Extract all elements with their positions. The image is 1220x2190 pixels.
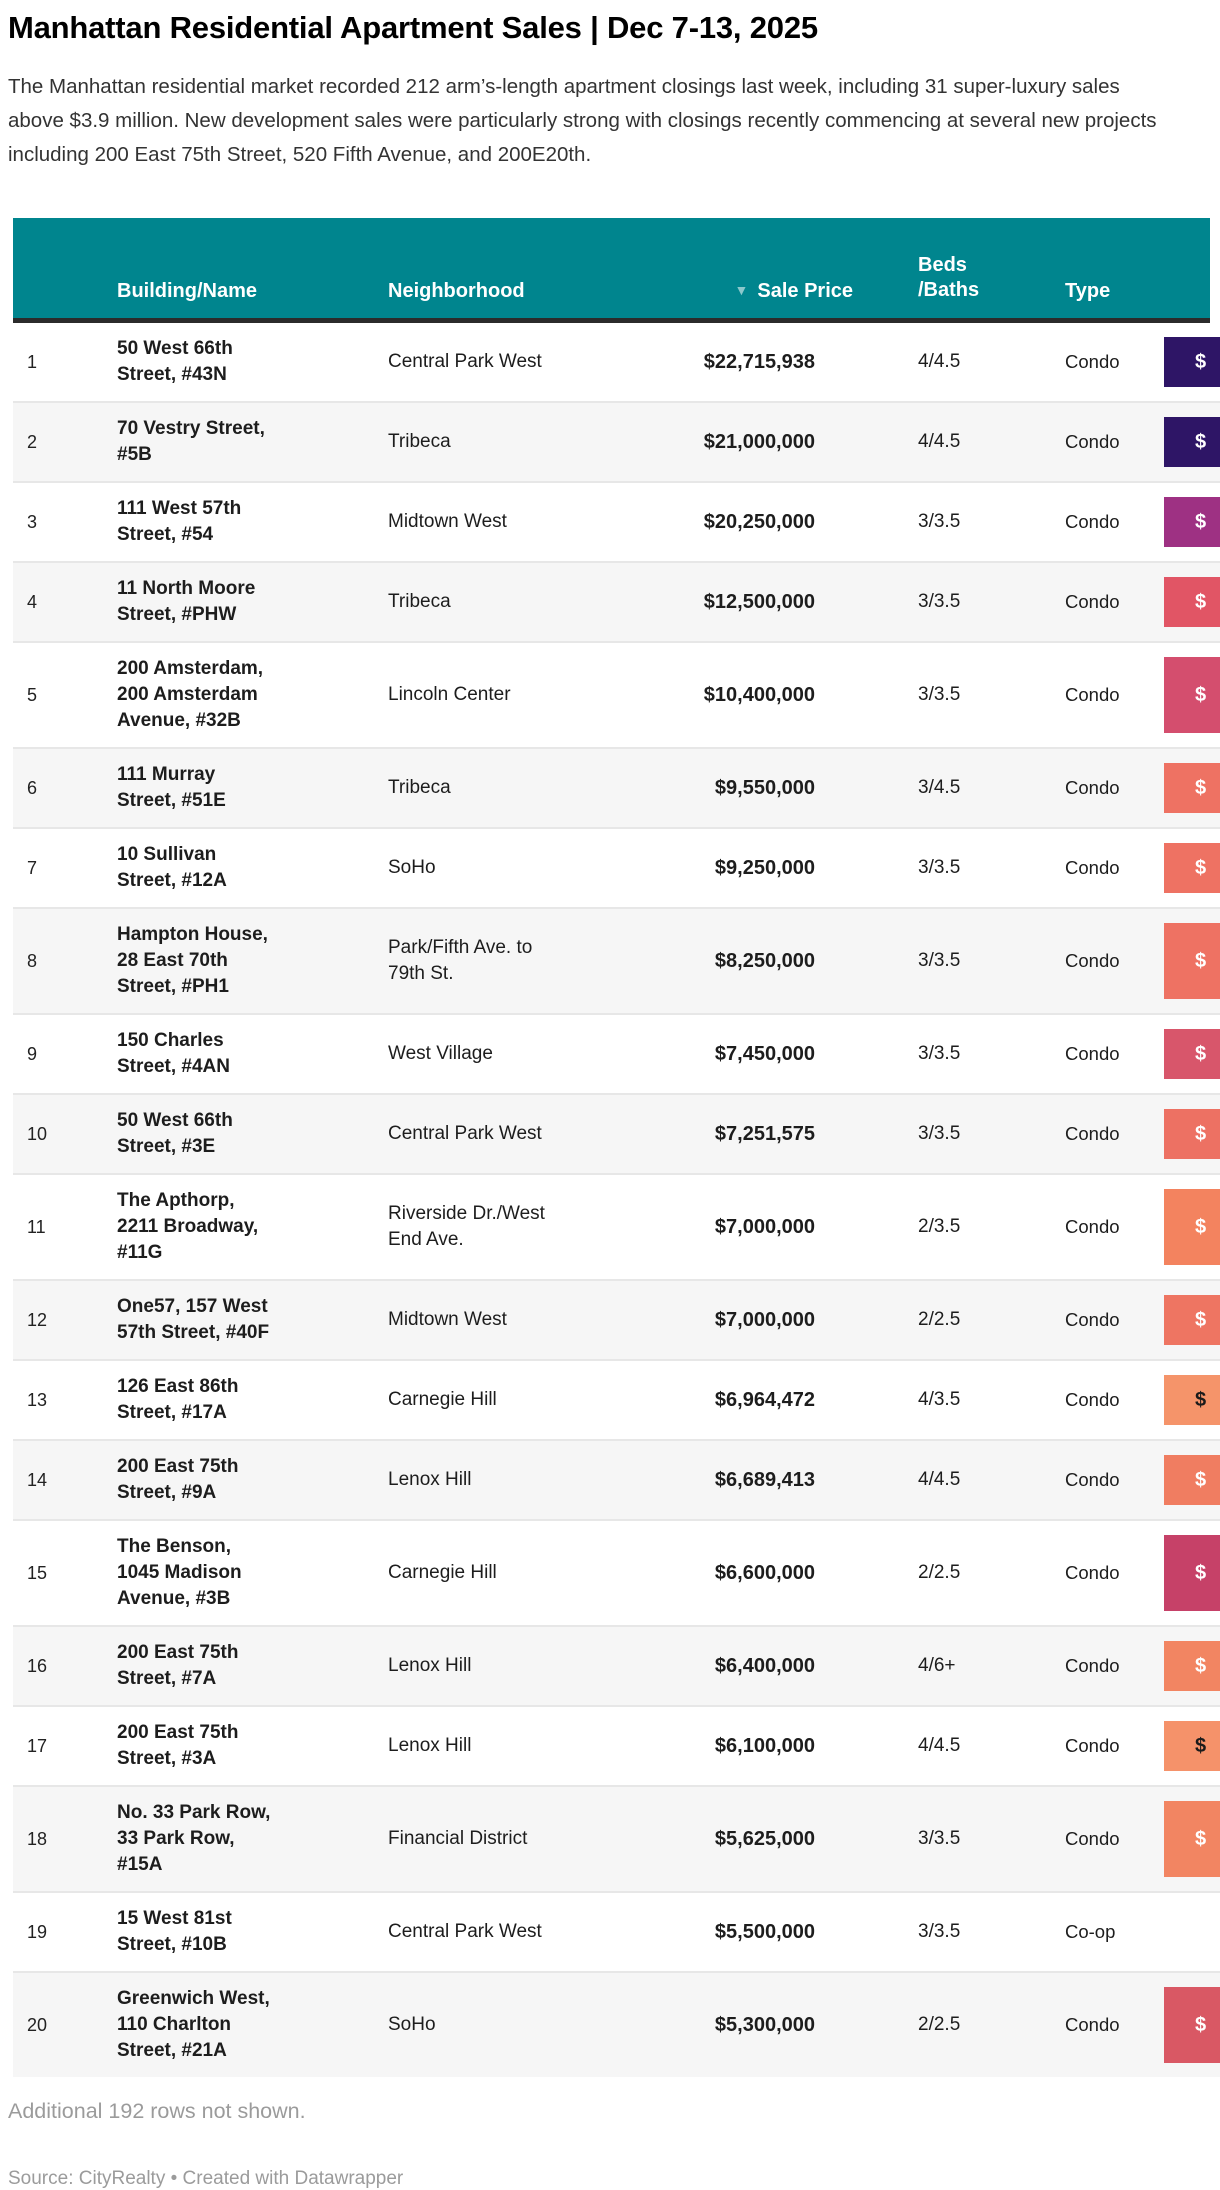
sale-price-cell: $20,250,000 — [703, 510, 815, 533]
beds-baths-cell: 4/4.5 — [918, 1469, 961, 1490]
price-per-sqft-cell — [1164, 336, 1220, 388]
rank-cell: 14 — [27, 1469, 48, 1490]
sale-price-cell: $7,251,575 — [714, 1122, 815, 1145]
type-cell: Condo — [1065, 1735, 1120, 1756]
price-per-sqft-swatch: $ — [1164, 1189, 1220, 1265]
sale-price-cell: $21,000,000 — [703, 430, 815, 453]
price-per-sqft-swatch: $ — [1164, 763, 1220, 813]
beds-baths-cell: 4/4.5 — [918, 431, 961, 452]
type-cell: Condo — [1065, 591, 1120, 612]
rank-cell: 15 — [27, 1562, 48, 1583]
beds-baths-cell: 3/4.5 — [918, 777, 961, 798]
price-per-sqft-swatch: $ — [1164, 843, 1220, 893]
rank-cell: 3 — [27, 511, 38, 532]
price-per-sqft-cell — [1164, 922, 1220, 1000]
type-cell: Condo — [1065, 857, 1120, 878]
header-beds-baths[interactable] — [855, 253, 1055, 303]
price-per-sqft-cell — [1164, 1028, 1220, 1080]
neighborhood-cell: Central Park West — [388, 351, 542, 372]
price-per-sqft-cell — [1164, 656, 1220, 734]
price-per-sqft-swatch: $ — [1164, 1535, 1220, 1611]
header-building-name[interactable]: Building/Name — [117, 280, 258, 302]
price-per-sqft-swatch: $ — [1164, 337, 1220, 387]
price-per-sqft-cell — [1164, 1454, 1220, 1506]
header-beds-line1: Beds — [918, 254, 967, 276]
building-name-cell: 11 North Moore Street, #PHW — [117, 578, 256, 625]
rank-cell: 18 — [27, 1828, 48, 1849]
table-row — [13, 1279, 1220, 1359]
table-row — [13, 827, 1220, 907]
table-row — [13, 1359, 1220, 1439]
neighborhood-cell: Carnegie Hill — [388, 1562, 497, 1583]
rank-cell: 9 — [27, 1043, 38, 1064]
beds-baths-cell: 4/6+ — [918, 1655, 956, 1676]
price-per-sqft-cell — [1164, 1986, 1220, 2064]
sale-price-cell: $7,450,000 — [714, 1042, 815, 1065]
type-cell: Condo — [1065, 1655, 1120, 1676]
neighborhood-cell: Tribeca — [388, 431, 451, 452]
sale-price-cell: $8,250,000 — [714, 949, 815, 972]
rank-cell: 11 — [27, 1216, 46, 1237]
price-per-sqft-cell — [1164, 1800, 1220, 1878]
table-row — [13, 1785, 1220, 1891]
beds-baths-cell: 3/3.5 — [918, 950, 961, 971]
rank-cell: 5 — [27, 684, 38, 705]
building-name-cell: 50 West 66th Street, #3E — [117, 1110, 233, 1157]
table-row — [13, 323, 1220, 401]
beds-baths-cell: 4/4.5 — [918, 351, 961, 372]
rank-cell: 19 — [27, 1921, 48, 1942]
description: The Manhattan residential market recorded 212 arm’s-length apartment closings last week, including 31 super-luxury sales above $3.9 million. New development sales were particularly strong with closings recently commencing at several new projects including 200 East 75th Street, 520 Fifth Avenue, and 200E20th. — [8, 75, 1157, 166]
rank-cell: 16 — [27, 1655, 48, 1676]
price-per-sqft-cell — [1164, 1720, 1220, 1772]
sale-price-cell: $6,400,000 — [714, 1654, 815, 1677]
rank-cell: 1 — [27, 351, 38, 372]
price-per-sqft-cell — [1164, 1188, 1220, 1266]
sort-desc-icon: ▼ — [734, 282, 749, 298]
sale-price-cell: $5,300,000 — [714, 2013, 815, 2036]
neighborhood-cell: Park/Fifth Ave. to 79th St. — [388, 937, 533, 984]
table-row — [13, 1705, 1220, 1785]
rank-cell: 10 — [27, 1123, 48, 1144]
sale-price-cell: $5,500,000 — [714, 1920, 815, 1943]
price-per-sqft-swatch: $ — [1164, 1721, 1220, 1771]
building-name-cell: No. 33 Park Row, 33 Park Row, #15A — [117, 1802, 271, 1875]
neighborhood-cell: Carnegie Hill — [388, 1389, 497, 1410]
page-title: Manhattan Residential Apartment Sales | Dec 7-13, 2025 — [8, 10, 818, 45]
price-per-sqft-swatch: $ — [1164, 1109, 1220, 1159]
building-name-cell: 200 East 75th Street, #3A — [117, 1722, 239, 1769]
neighborhood-cell: Central Park West — [388, 1123, 542, 1144]
beds-baths-cell: 3/3.5 — [918, 591, 961, 612]
table-row — [13, 1971, 1220, 2077]
sale-price-cell: $5,625,000 — [714, 1827, 815, 1850]
table-header-row — [13, 218, 1210, 318]
rank-cell: 13 — [27, 1389, 48, 1410]
price-per-sqft-swatch: $ — [1164, 1375, 1220, 1425]
type-cell: Condo — [1065, 1216, 1120, 1237]
price-per-sqft-cell — [1164, 1534, 1220, 1612]
building-name-cell: Hampton House, 28 East 70th Street, #PH1 — [117, 924, 268, 997]
building-name-cell: 15 West 81st Street, #10B — [117, 1908, 232, 1955]
building-name-cell: 50 West 66th Street, #43N — [117, 338, 233, 385]
beds-baths-cell: 3/3.5 — [918, 684, 961, 705]
beds-baths-cell: 2/2.5 — [918, 1562, 961, 1583]
building-name-cell: 10 Sullivan Street, #12A — [117, 844, 227, 891]
type-cell: Condo — [1065, 1562, 1120, 1583]
price-per-sqft-cell — [1164, 576, 1220, 628]
building-name-cell: 126 East 86th Street, #17A — [117, 1376, 239, 1423]
price-per-sqft-cell — [1164, 1374, 1220, 1426]
neighborhood-cell: Tribeca — [388, 591, 451, 612]
rank-cell: 17 — [27, 1735, 48, 1756]
building-name-cell: One57, 157 West 57th Street, #40F — [117, 1296, 270, 1343]
price-per-sqft-swatch: $ — [1164, 577, 1220, 627]
table-row — [13, 641, 1220, 747]
neighborhood-cell: West Village — [388, 1043, 493, 1064]
type-cell: Condo — [1065, 511, 1120, 532]
header-neighborhood[interactable]: Neighborhood — [388, 280, 525, 302]
price-per-sqft-swatch: $ — [1164, 1455, 1220, 1505]
type-cell: Condo — [1065, 1123, 1120, 1144]
building-name-cell: Greenwich West, 110 Charlton Street, #21A — [117, 1988, 270, 2061]
neighborhood-cell: Midtown West — [388, 1309, 507, 1330]
building-name-cell: 111 West 57th Street, #54 — [117, 498, 242, 545]
price-per-sqft-swatch: $ — [1164, 923, 1220, 999]
beds-baths-cell: 3/3.5 — [918, 511, 961, 532]
price-per-sqft-cell — [1164, 416, 1220, 468]
type-cell: Condo — [1065, 777, 1120, 798]
neighborhood-cell: Lincoln Center — [388, 684, 511, 705]
neighborhood-cell: SoHo — [388, 2014, 436, 2035]
table-row — [13, 747, 1220, 827]
neighborhood-cell: Midtown West — [388, 511, 507, 532]
type-cell: Condo — [1065, 1043, 1120, 1064]
sales-table — [0, 218, 1220, 2077]
type-cell: Condo — [1065, 2014, 1120, 2035]
sale-price-cell: $10,400,000 — [703, 683, 815, 706]
table-row — [13, 1173, 1220, 1279]
price-per-sqft-swatch: $ — [1164, 1295, 1220, 1345]
rank-cell: 8 — [27, 950, 38, 971]
beds-baths-cell: 2/2.5 — [918, 1309, 961, 1330]
price-per-sqft-swatch: $ — [1164, 657, 1220, 733]
type-cell: Condo — [1065, 351, 1120, 372]
rows-not-shown-note: Additional 192 rows not shown. — [8, 2099, 306, 2123]
price-per-sqft-swatch: $ — [1164, 1801, 1220, 1877]
building-name-cell: 111 Murray Street, #51E — [117, 764, 226, 811]
type-cell: Condo — [1065, 684, 1120, 705]
price-per-sqft-cell — [1164, 1640, 1220, 1692]
type-cell: Condo — [1065, 1469, 1120, 1490]
beds-baths-cell: 3/3.5 — [918, 1828, 961, 1849]
sale-price-cell: $7,000,000 — [714, 1215, 815, 1238]
table-row — [13, 907, 1220, 1013]
building-name-cell: 200 Amsterdam, 200 Amsterdam Avenue, #32B — [117, 658, 264, 731]
rank-cell: 2 — [27, 431, 38, 452]
type-cell: Condo — [1065, 1309, 1120, 1330]
sale-price-cell: $7,000,000 — [714, 1308, 815, 1331]
building-name-cell: The Apthorp, 2211 Broadway, #11G — [117, 1190, 259, 1263]
table-row — [13, 1891, 1220, 1971]
neighborhood-cell: Lenox Hill — [388, 1655, 472, 1676]
type-cell: Co-op — [1065, 1921, 1116, 1942]
table-body — [13, 323, 1220, 2077]
price-per-sqft-cell — [1164, 842, 1220, 894]
price-per-sqft-cell — [1164, 496, 1220, 548]
price-per-sqft-swatch: $ — [1164, 1029, 1220, 1079]
beds-baths-cell: 3/3.5 — [918, 1921, 961, 1942]
neighborhood-cell: Financial District — [388, 1828, 528, 1849]
sale-price-cell: $6,689,413 — [714, 1468, 815, 1491]
sale-price-cell: $9,550,000 — [714, 776, 815, 799]
neighborhood-cell: Riverside Dr./West End Ave. — [388, 1203, 545, 1250]
price-per-sqft-swatch: $ — [1164, 1987, 1220, 2063]
beds-baths-cell: 3/3.5 — [918, 1123, 961, 1144]
beds-baths-cell: 3/3.5 — [918, 857, 961, 878]
neighborhood-cell: Tribeca — [388, 777, 451, 798]
rank-cell: 4 — [27, 591, 38, 612]
beds-baths-cell: 3/3.5 — [918, 1043, 961, 1064]
table-row — [13, 481, 1220, 561]
price-per-sqft-swatch: $ — [1164, 497, 1220, 547]
neighborhood-cell: Lenox Hill — [388, 1469, 472, 1490]
rank-cell: 7 — [27, 857, 38, 878]
rank-cell: 20 — [27, 2014, 48, 2035]
header-beds-line2: /Baths — [918, 279, 980, 301]
type-cell: Condo — [1065, 431, 1120, 452]
rank-cell: 12 — [27, 1309, 48, 1330]
type-cell: Condo — [1065, 1828, 1120, 1849]
neighborhood-cell: Lenox Hill — [388, 1735, 472, 1756]
header-sale-price[interactable] — [645, 280, 855, 303]
table-row — [13, 1439, 1220, 1519]
beds-baths-cell: 2/3.5 — [918, 1216, 961, 1237]
price-per-sqft-swatch: $ — [1164, 417, 1220, 467]
neighborhood-cell: Central Park West — [388, 1921, 542, 1942]
building-name-cell: The Benson, 1045 Madison Avenue, #3B — [117, 1536, 242, 1609]
building-name-cell: 70 Vestry Street, #5B — [117, 418, 265, 465]
table-row — [13, 1093, 1220, 1173]
sale-price-cell: $6,100,000 — [714, 1734, 815, 1757]
building-name-cell: 200 East 75th Street, #9A — [117, 1456, 239, 1503]
sale-price-cell: $12,500,000 — [703, 590, 815, 613]
header-type[interactable]: Type — [1065, 280, 1111, 302]
type-cell: Condo — [1065, 1389, 1120, 1410]
table-row — [13, 561, 1220, 641]
price-per-sqft-cell — [1164, 1108, 1220, 1160]
table-row — [13, 1519, 1220, 1625]
price-per-sqft-swatch: $ — [1164, 1641, 1220, 1691]
price-per-sqft-cell — [1164, 762, 1220, 814]
sale-price-cell: $22,715,938 — [703, 350, 815, 373]
table-row — [13, 401, 1220, 481]
sale-price-cell: $9,250,000 — [714, 856, 815, 879]
table-row — [13, 1013, 1220, 1093]
neighborhood-cell: SoHo — [388, 857, 436, 878]
beds-baths-cell: 4/3.5 — [918, 1389, 961, 1410]
building-name-cell: 150 Charles Street, #4AN — [117, 1030, 230, 1077]
sale-price-cell: $6,600,000 — [714, 1561, 815, 1584]
rank-cell: 6 — [27, 777, 38, 798]
header-sale-price-label: Sale Price — [757, 280, 853, 302]
beds-baths-cell: 2/2.5 — [918, 2014, 961, 2035]
type-cell: Condo — [1065, 950, 1120, 971]
building-name-cell: 200 East 75th Street, #7A — [117, 1642, 239, 1689]
price-per-sqft-cell — [1164, 1906, 1220, 1958]
price-per-sqft-cell — [1164, 1294, 1220, 1346]
source-line: Source: CityRealty • Created with Datawrapper — [8, 2168, 404, 2189]
beds-baths-cell: 4/4.5 — [918, 1735, 961, 1756]
table-row — [13, 1625, 1220, 1705]
sale-price-cell: $6,964,472 — [714, 1388, 815, 1411]
